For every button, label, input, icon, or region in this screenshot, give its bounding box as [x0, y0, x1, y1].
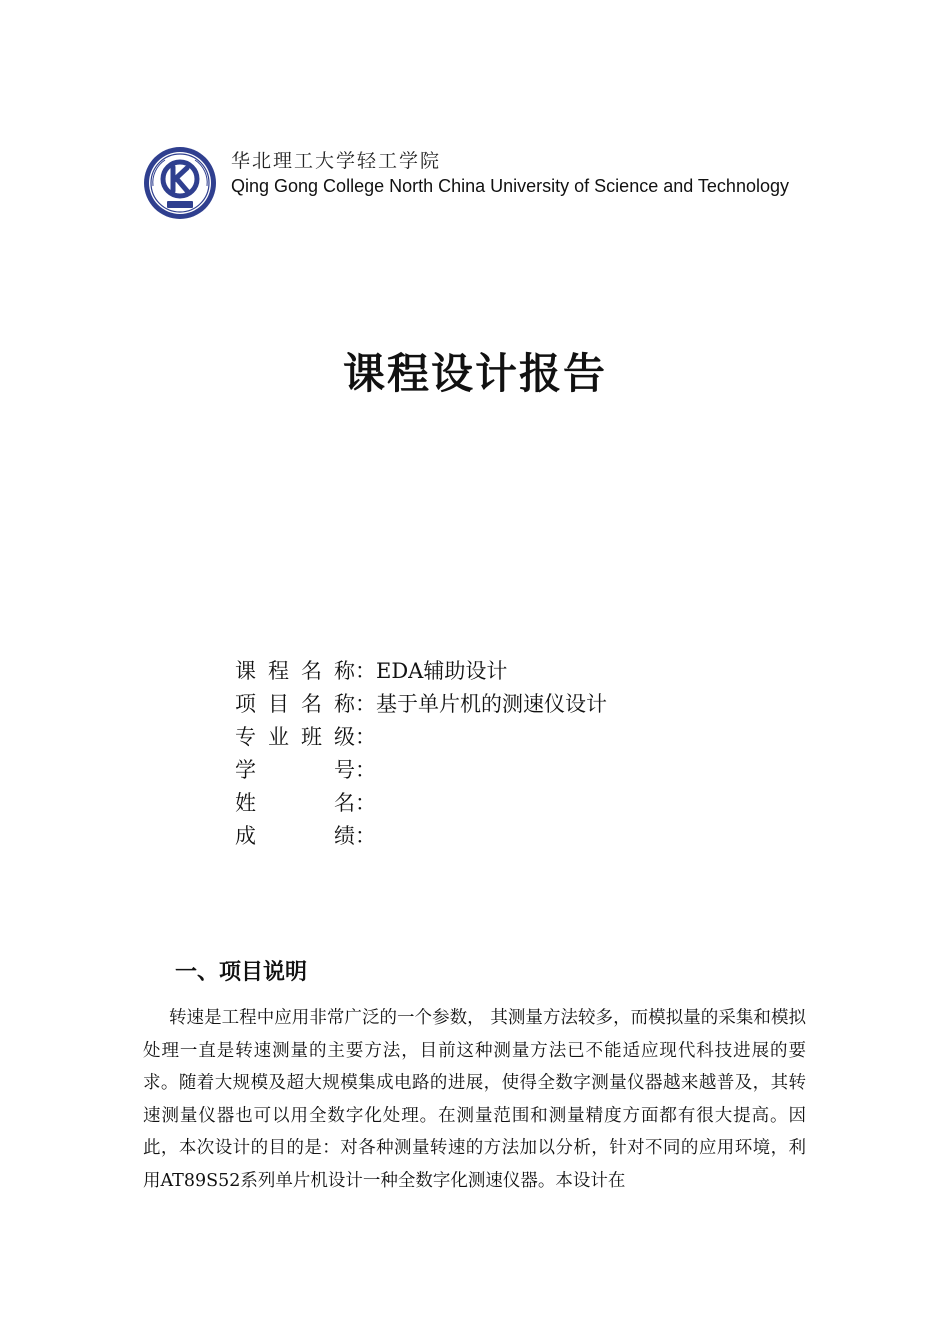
info-value: 基于单片机的测速仪设计 — [376, 692, 607, 716]
info-label: 成绩 — [235, 824, 355, 848]
info-row-class — [235, 721, 795, 754]
school-emblem-icon — [143, 146, 217, 220]
info-row-course-name — [235, 655, 795, 688]
school-name-en: Qing Gong College North China University of Science and Technology — [231, 176, 789, 196]
info-colon: ： — [355, 725, 376, 749]
info-colon: ： — [355, 758, 376, 782]
section-paragraph: 转速是工程中应用非常广泛的一个参数， 其测量方法较多，而模拟量的采集和模拟处理一直是转速测量的主要方法，目前这种测量方法已不能适应现代科技进展的要求。随着大规模及超大规模集成电路的进展，使得全数字测量仪器越来越普及，其转速测量仪器也可以用全数字化处理。在测量范围和测量精度方面都有很大提高。因此，本次设计的目的是：对各种测量转速的方法加以分析，针对不同的应用环境，利用AT89S52系列单片机设计一种全数字化测速仪器。本设计在 — [143, 1008, 806, 1191]
section-heading: 一、项目说明 — [175, 960, 308, 985]
school-name-block — [231, 148, 808, 199]
info-colon: ： — [355, 692, 376, 716]
info-row-project-name — [235, 688, 795, 721]
info-colon: ： — [355, 791, 376, 815]
info-label: 姓名 — [235, 791, 355, 815]
info-colon: ： — [355, 659, 376, 683]
info-value: EDA辅助设计 — [376, 659, 508, 683]
info-row-name — [235, 787, 795, 820]
info-colon: ： — [355, 824, 376, 848]
info-label: 课程名称 — [235, 659, 355, 683]
document-header — [143, 146, 808, 226]
course-info-block — [235, 655, 795, 853]
info-row-student-id — [235, 754, 795, 787]
info-label: 专业班级 — [235, 725, 355, 749]
info-label: 学号 — [235, 758, 355, 782]
info-row-grade — [235, 820, 795, 853]
info-label: 项目名称 — [235, 692, 355, 716]
document-title: 课程设计报告 — [342, 349, 607, 398]
school-name-cn: 华北理工大学轻工学院 — [231, 150, 442, 172]
